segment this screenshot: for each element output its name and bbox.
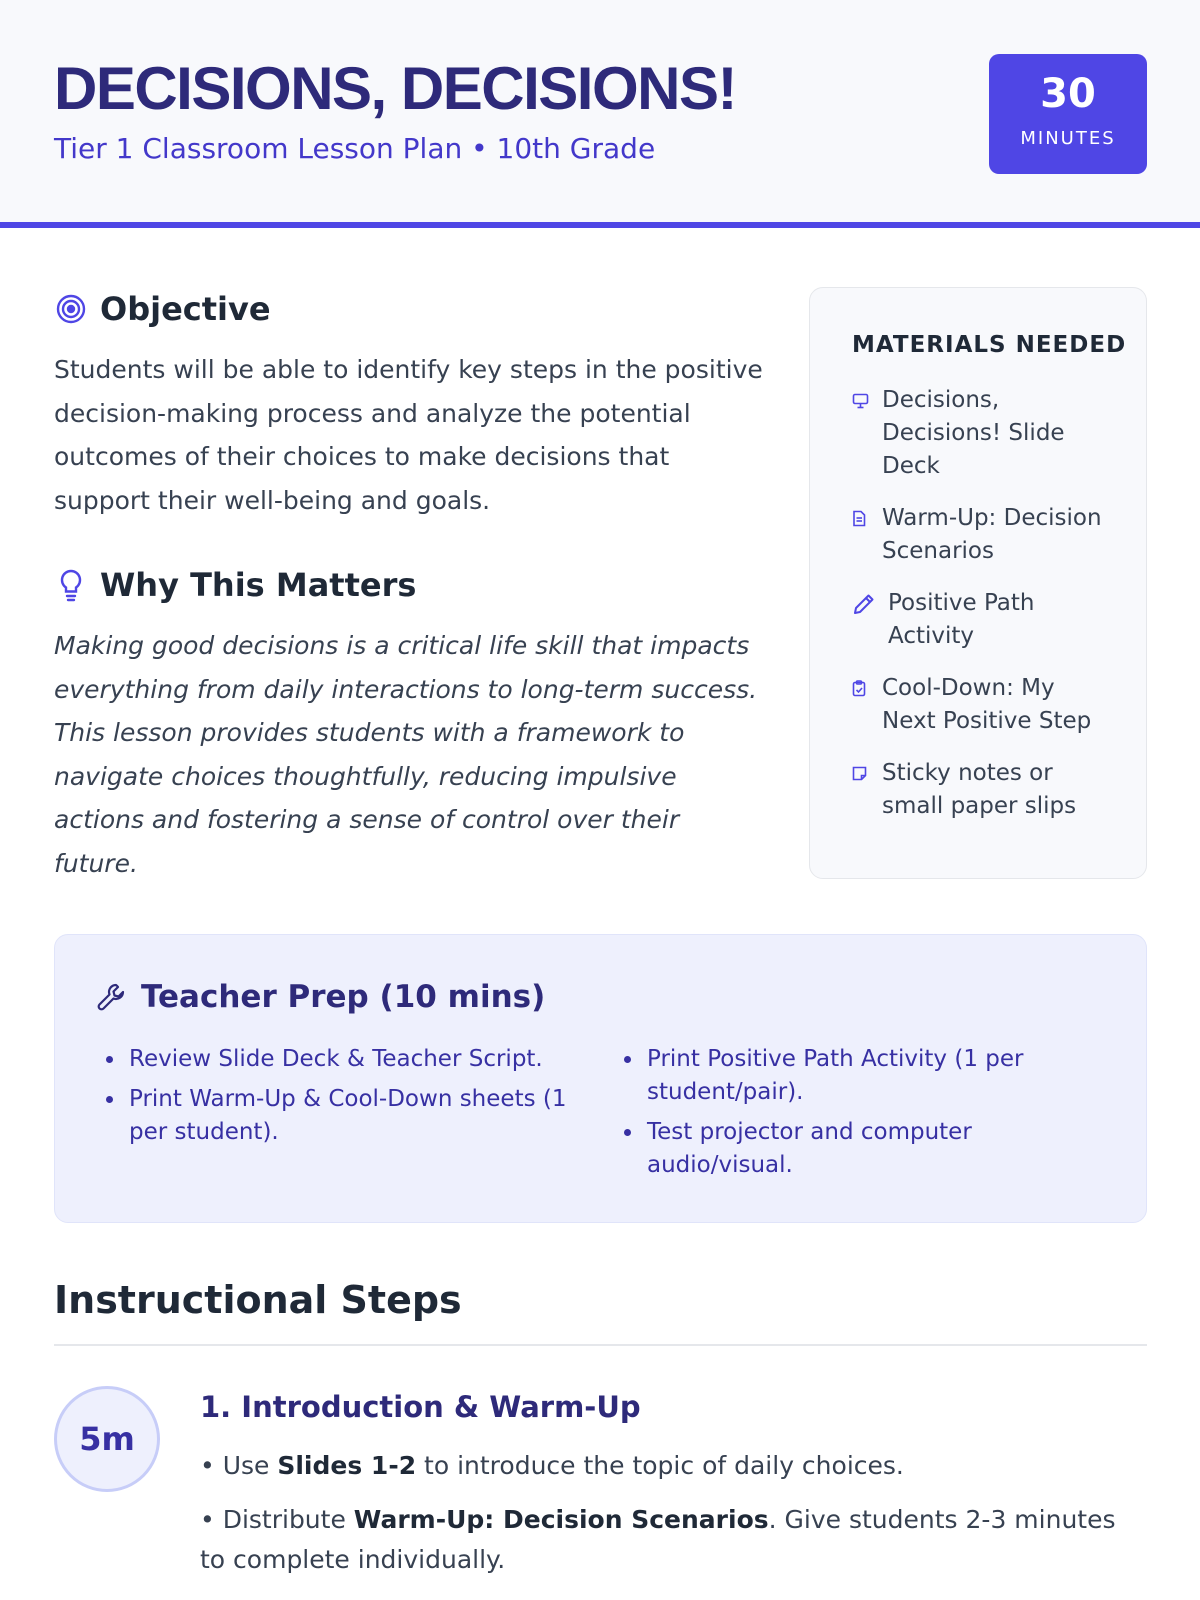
teacher-prep-card bbox=[54, 934, 1147, 1223]
material-item bbox=[852, 384, 1112, 483]
lesson-title: DECISIONS, DECISIONS! bbox=[54, 55, 736, 122]
material-label: Warm-Up: Decision Scenarios bbox=[882, 505, 1102, 564]
step-text: . Give students 2-3 minutes to complete individually. bbox=[200, 1505, 1116, 1574]
lesson-header bbox=[0, 0, 1200, 228]
lightbulb-icon bbox=[54, 568, 88, 602]
pencil-icon bbox=[852, 587, 878, 620]
step-title: 1. Introduction & Warm-Up bbox=[200, 1390, 641, 1424]
step-text: to introduce the topic of daily choices. bbox=[416, 1451, 904, 1480]
why-heading bbox=[54, 566, 416, 604]
list-item: Review Slide Deck & Teacher Script. bbox=[101, 1043, 571, 1076]
target-icon bbox=[54, 292, 88, 326]
steps-title: Instructional Steps bbox=[54, 1278, 462, 1322]
duration-unit: MINUTES bbox=[1020, 128, 1116, 149]
document-icon bbox=[852, 502, 872, 535]
step-instruction bbox=[200, 1446, 1130, 1486]
materials-title: MATERIALS NEEDED bbox=[852, 332, 1127, 358]
why-title: Why This Matters bbox=[100, 566, 417, 604]
step-text: • Distribute bbox=[200, 1505, 354, 1534]
objective-text: Students will be able to identify key steps in the positive decision-making process and analyze the potential outcomes of their choices to make decisions that support their well-being and goals. bbox=[54, 355, 763, 515]
list-item: Print Positive Path Activity (1 per student/pair). bbox=[619, 1043, 1059, 1109]
step-text-bold: Slides 1-2 bbox=[277, 1451, 417, 1480]
material-label: Sticky notes or small paper slips bbox=[882, 760, 1077, 819]
material-label: Cool-Down: My Next Positive Step bbox=[882, 675, 1092, 734]
step-text: • Use bbox=[200, 1451, 278, 1480]
presentation-icon bbox=[852, 384, 872, 417]
material-item bbox=[852, 757, 1112, 823]
prep-list-right bbox=[619, 1043, 1059, 1189]
why-text: Making good decisions is a critical life skill that impacts everything from daily interactions to long-term success. This lesson provides students with a framework to navigate choices thoughtfully, reducing impulsive actions and fostering a sense of control over their future. bbox=[54, 631, 758, 878]
material-label: Positive Path Activity bbox=[888, 590, 1035, 649]
objective-title: Objective bbox=[100, 290, 271, 328]
teacher-prep-title: Teacher Prep (10 mins) bbox=[141, 979, 546, 1015]
material-item bbox=[852, 587, 1118, 653]
lesson-subtitle: Tier 1 Classroom Lesson Plan • 10th Grade bbox=[54, 132, 656, 165]
duration-value: 30 bbox=[1040, 71, 1096, 117]
step-time-badge: 5m bbox=[54, 1386, 160, 1492]
divider bbox=[54, 1344, 1147, 1346]
duration-badge bbox=[989, 54, 1147, 174]
objective-heading bbox=[54, 290, 271, 328]
materials-card bbox=[809, 287, 1147, 879]
teacher-prep-heading bbox=[95, 979, 545, 1015]
step-text-bold: Warm-Up: Decision Scenarios bbox=[353, 1505, 769, 1534]
prep-list-left bbox=[101, 1043, 571, 1156]
wrench-icon bbox=[95, 980, 129, 1014]
material-label: Decisions, Decisions! Slide Deck bbox=[882, 387, 1065, 479]
material-item bbox=[852, 672, 1112, 738]
step-instruction bbox=[200, 1500, 1130, 1580]
clipboard-icon bbox=[852, 672, 872, 705]
list-item: Print Warm-Up & Cool-Down sheets (1 per student). bbox=[101, 1083, 571, 1149]
list-item: Test projector and computer audio/visual. bbox=[619, 1116, 1059, 1182]
sticky-note-icon bbox=[852, 757, 872, 790]
material-item bbox=[852, 502, 1112, 568]
